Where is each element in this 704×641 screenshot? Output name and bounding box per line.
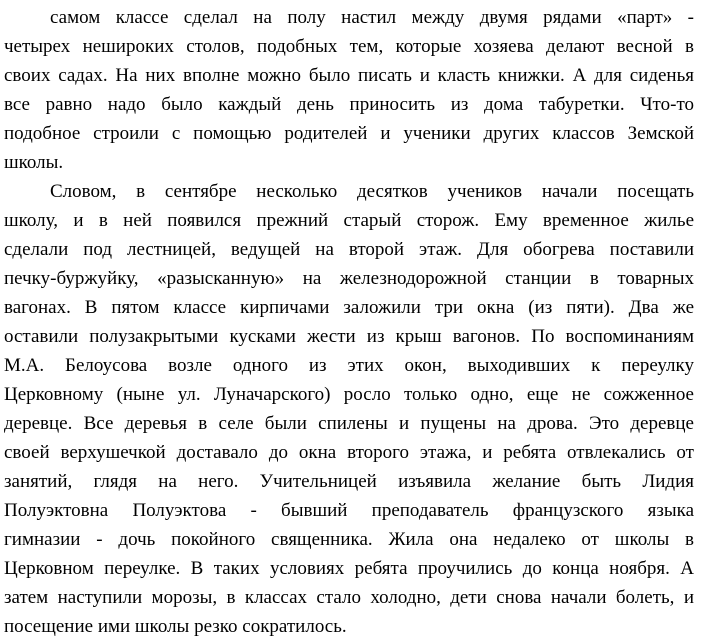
text-line: Церковному (ныне ул. Луначарского) росло только одно, еще не сожженное [4,384,694,405]
text-line: М.А. Белоусова возле одного из этих окон, выходивших к переулку [4,355,694,376]
text-line: Церковном переулке. В таких условиях ребята проучились до конца ноября. А [4,558,694,579]
text-line: деревце. Все деревья в селе были спилены и пущены на дрова. Это деревце [4,413,694,434]
paragraph-1 [4,3,694,177]
text-line: школы. [4,152,64,173]
text-line: печку-буржуйку, «разысканную» на железнодорожной станции в товарных [4,268,694,289]
text-line: вагонах. В пятом классе кирпичами заложили три окна (из пяти). Два же [4,297,694,318]
text-line: четырех нешироких столов, подобных тем, которые хозяева делают весной в [4,36,694,57]
text-line: затем наступили морозы, в классах стало холодно, дети снова начали болеть, и [4,587,694,608]
text-line: гимназии - дочь покойного священника. Жила она недалеко от школы в [4,529,694,550]
text-line: Полуэктовна Полуэктова - бывший преподаватель французского языка [4,500,694,521]
text-line: сделали под лестницей, ведущей на второй этаж. Для обогрева поставили [4,239,694,260]
paragraph-2 [4,177,694,641]
text-line: посещение ими школы резко сократилось. [4,616,347,637]
text-line: подобное строили с помощью родителей и ученики других классов Земской [4,123,694,144]
text-line: все равно надо было каждый день приносить из дома табуретки. Что-то [4,94,694,115]
text-line: оставили полузакрытыми кусками жести из крыш вагонов. По воспоминаниям [4,326,694,347]
text-line: занятий, глядя на него. Учительницей изъявила желание быть Лидия [4,471,694,492]
text-line: Словом, в сентябре несколько десятков учеников начали посещать [50,181,694,202]
text-line: своей верхушечкой доставало до окна второго этажа, и ребята отвлекались от [4,442,694,463]
text-line: своих садах. На них вполне можно было писать и класть книжки. А для сиденья [4,65,694,86]
document-page [4,3,694,641]
text-line: самом классе сделал на полу настил между двумя рядами «парт» - [50,7,694,28]
text-line: школу, и в ней появился прежний старый сторож. Ему временное жилье [4,210,694,231]
